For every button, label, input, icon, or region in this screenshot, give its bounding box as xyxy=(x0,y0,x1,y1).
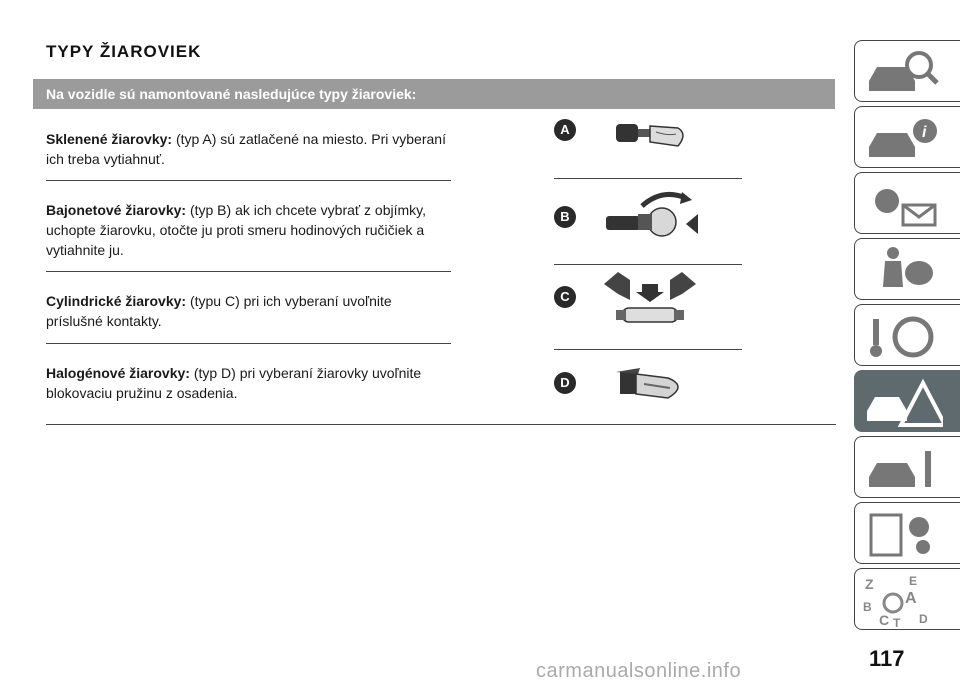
sidebar-tab-tech-data[interactable] xyxy=(854,502,960,564)
page-number: 117 xyxy=(869,646,905,671)
svg-text:B: B xyxy=(863,600,872,614)
divider xyxy=(46,180,451,181)
watermark: carmanualsonline.info xyxy=(536,660,742,682)
halogen-bulb-icon xyxy=(616,358,692,410)
svg-text:C: C xyxy=(879,612,890,627)
sidebar-tab-car-info[interactable] xyxy=(854,106,960,168)
bayonet-bulb-icon xyxy=(602,186,702,246)
bottom-divider xyxy=(46,424,836,425)
sidebar-tab-index[interactable] xyxy=(854,568,960,630)
light-message-icon xyxy=(863,177,943,231)
badge-a: A xyxy=(554,119,576,141)
car-wrench-icon xyxy=(863,441,943,495)
alphabet-index-icon xyxy=(863,573,943,627)
airbag-seat-icon xyxy=(863,243,943,297)
festoon-bulb-icon xyxy=(602,272,698,326)
sidebar-tab-car-search[interactable] xyxy=(854,40,960,102)
bulb-item-a xyxy=(46,129,446,169)
car-info-icon xyxy=(863,111,943,165)
car-search-icon xyxy=(863,45,943,99)
divider xyxy=(46,271,451,272)
section-banner: Na vozidle sú namontované nasledujúce typy žiaroviek: xyxy=(33,79,835,109)
svg-text:E: E xyxy=(909,574,918,588)
badge-d: D xyxy=(554,372,576,394)
bulb-description: (typ B) ak ich chcete vybrať z objímky, uchopte žiarovku, otočte ju proti smeru hodinových ručičiek a vytiahnite ju. xyxy=(46,202,427,258)
svg-text:A: A xyxy=(905,590,917,607)
svg-text:Z: Z xyxy=(865,576,874,592)
sidebar-tab-key-steering[interactable] xyxy=(854,304,960,366)
key-steering-wheel-icon xyxy=(863,309,943,363)
badge-c: C xyxy=(554,286,576,308)
badge-b: B xyxy=(554,206,576,228)
divider xyxy=(46,343,451,344)
wedge-bulb-icon xyxy=(610,112,690,156)
divider xyxy=(554,349,742,350)
divider xyxy=(554,264,742,265)
bulb-description: (typu C) pri ich vyberaní uvoľnite príslušné kontakty. xyxy=(46,293,392,329)
sidebar-tab-car-service[interactable] xyxy=(854,436,960,498)
bulb-label: Sklenené žiarovky: xyxy=(46,131,173,147)
bulb-description: (typ A) sú zatlačené na miesto. Pri vyberaní ich treba vytiahnuť. xyxy=(46,131,446,167)
bulb-item-b xyxy=(46,200,438,260)
divider xyxy=(554,178,742,179)
svg-text:T: T xyxy=(893,616,901,627)
sidebar-tab-airbag[interactable] xyxy=(854,238,960,300)
sidebar-tab-light-message[interactable] xyxy=(854,172,960,234)
bulb-label: Cylindrické žiarovky: xyxy=(46,293,187,309)
bulb-description: (typ D) pri vyberaní žiarovky uvoľnite blokovaciu pružinu z osadenia. xyxy=(46,365,422,401)
car-warning-triangle-icon xyxy=(863,375,943,429)
bulb-label: Halogénové žiarovky: xyxy=(46,365,190,381)
svg-text:D: D xyxy=(919,612,928,626)
bulb-label: Bajonetové žiarovky: xyxy=(46,202,187,218)
sidebar-tab-emergency[interactable] xyxy=(854,370,960,432)
document-gears-icon xyxy=(863,507,943,561)
page-title: TYPY ŽIAROVIEK xyxy=(46,42,202,61)
bulb-item-d xyxy=(46,363,431,403)
svg-text:i: i xyxy=(922,124,927,141)
bulb-item-c xyxy=(46,291,406,331)
